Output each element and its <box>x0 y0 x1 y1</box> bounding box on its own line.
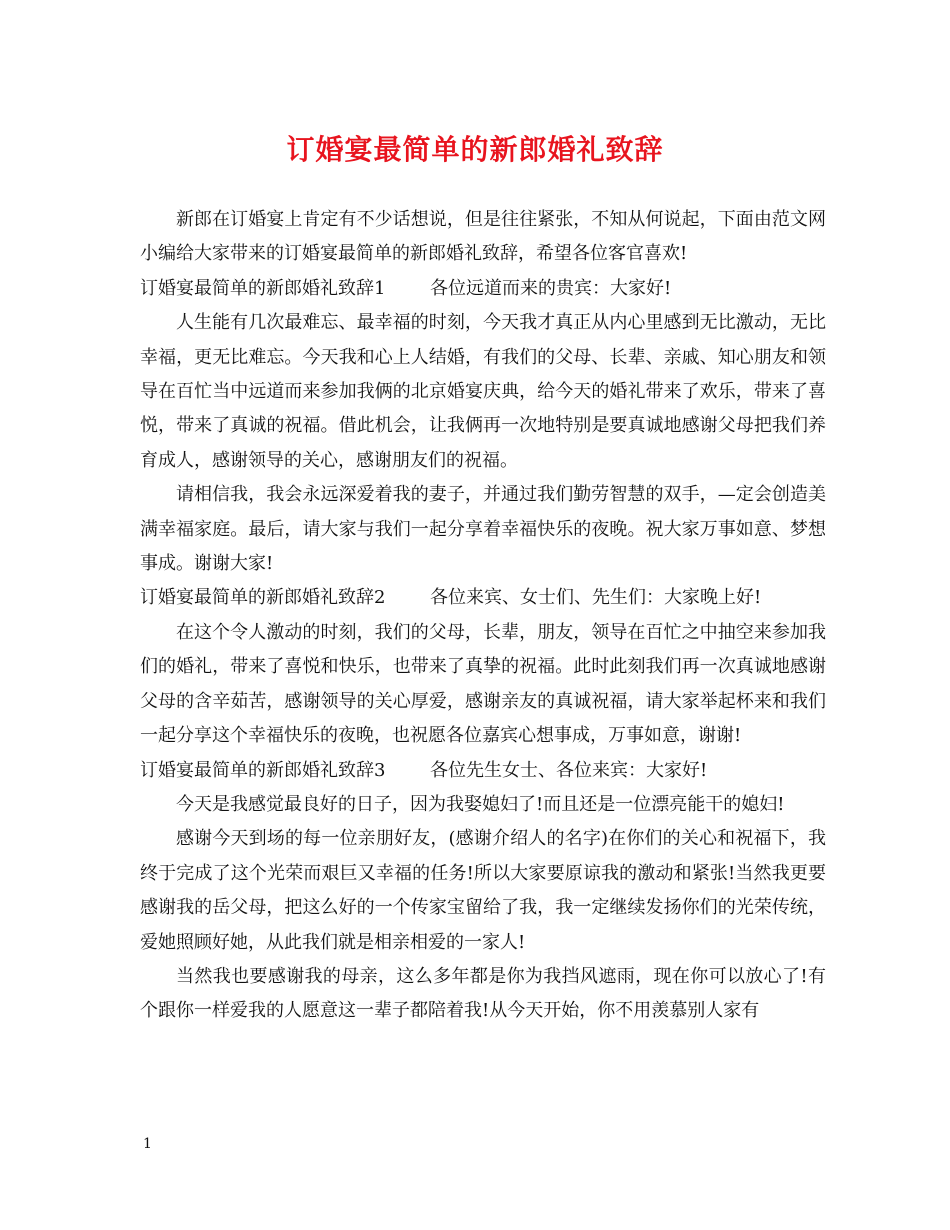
section-heading-2 <box>140 581 826 615</box>
document-title: 订婚宴最简单的新郎婚礼致辞 <box>286 133 664 166</box>
section-heading-3 <box>140 754 826 788</box>
section-heading-greeting: 各位先生女士、各位来宾：大家好! <box>430 759 708 781</box>
section-heading-label: 订婚宴最简单的新郎婚礼致辞3 <box>140 759 386 781</box>
section-heading-1 <box>140 272 826 306</box>
section-3-paragraph-2: 感谢今天到场的每一位亲朋好友，(感谢介绍人的名字)在你们的关心和祝福下，我终于完成了这个光荣而艰巨又幸福的任务!所以大家要原谅我的激动和紧张!当然我更要感谢我的岳父母，把这么好的一个传家宝留给了我，我一定继续发扬你们的光荣传统，爱她照顾好她，从此我们就是相亲相爱的一家人! <box>140 828 826 953</box>
intro-paragraph: 新郎在订婚宴上肯定有不少话想说，但是往往紧张，不知从何说起，下面由范文网小编给大家带来的订婚宴最简单的新郎婚礼致辞，希望各位客官喜欢! <box>140 209 826 265</box>
section-1-paragraph-2: 请相信我，我会永远深爱着我的妻子，并通过我们勤劳智慧的双手，—定会创造美满幸福家庭。最后，请大家与我们一起分享着幸福快乐的夜晚。祝大家万事如意、梦想事成。谢谢大家! <box>140 484 826 575</box>
page-number: 1 <box>143 1136 152 1152</box>
section-heading-greeting: 各位来宾、女士们、先生们：大家晚上好! <box>430 587 762 609</box>
section-3-paragraph-1: 今天是我感觉最良好的日子，因为我娶媳妇了!而且还是一位漂亮能干的媳妇! <box>176 793 785 815</box>
section-3-paragraph-3: 当然我也要感谢我的母亲，这么多年都是你为我挡风遮雨，现在你可以放心了!有个跟你一样爱我的人愿意这一辈子都陪着我!从今天开始，你不用羡慕别人家有 <box>140 965 826 1022</box>
section-1-paragraph-1: 人生能有几次最难忘、最幸福的时刻，今天我才真正从内心里感到无比激动，无比幸福，更无比难忘。今天我和心上人结婚，有我们的父母、长辈、亲戚、知心朋友和领导在百忙当中远道而来参加我俩的北京婚宴庆典，给今天的婚礼带来了欢乐，带来了喜悦，带来了真诚的祝福。借此机会，让我俩再一次地特别是要真诚地感谢父母把我们养育成人，感谢领导的关心，感谢朋友们的祝福。 <box>140 312 826 471</box>
document-body <box>140 203 826 1029</box>
section-2-paragraph-1: 在这个令人激动的时刻，我们的父母，长辈，朋友，领导在百忙之中抽空来参加我们的婚礼，带来了喜悦和快乐，也带来了真挚的祝福。此时此刻我们再一次真诚地感谢父母的含辛茹苦，感谢领导的关心厚爱，感谢亲友的真诚祝福，请大家举起杯来和我们一起分享这个幸福快乐的夜晚，也祝愿各位嘉宾心想事成，万事如意，谢谢! <box>140 621 826 747</box>
section-heading-label: 订婚宴最简单的新郎婚礼致辞1 <box>140 277 386 299</box>
section-heading-greeting: 各位远道而来的贵宾：大家好! <box>430 277 672 299</box>
section-heading-label: 订婚宴最简单的新郎婚礼致辞2 <box>140 587 386 609</box>
